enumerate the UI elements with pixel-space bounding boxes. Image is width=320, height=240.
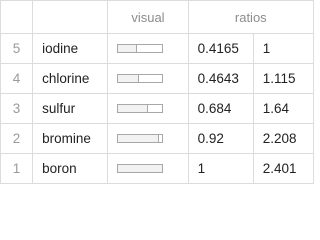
- ratio-bar-fill: [118, 165, 162, 172]
- relative-ratio-value: 2.401: [253, 154, 313, 184]
- row-rank: 2: [1, 124, 33, 154]
- element-name: iodine: [33, 34, 108, 64]
- visual-cell: [108, 34, 188, 64]
- ratio-value: 0.4643: [188, 64, 253, 94]
- ratio-bar-fill: [118, 75, 138, 82]
- ratio-value: 1: [188, 154, 253, 184]
- element-name: chlorine: [33, 64, 108, 94]
- header-row: [1, 1, 314, 34]
- table-row: [1, 94, 314, 124]
- ratio-bar: [117, 104, 163, 113]
- visual-cell: [108, 124, 188, 154]
- header-name: [33, 1, 108, 34]
- element-name: sulfur: [33, 94, 108, 124]
- table-row: [1, 124, 314, 154]
- relative-ratio-value: 2.208: [253, 124, 313, 154]
- element-name: bromine: [33, 124, 108, 154]
- table-row: [1, 64, 314, 94]
- table-row: [1, 34, 314, 64]
- relative-ratio-value: 1.64: [253, 94, 313, 124]
- row-rank: 5: [1, 34, 33, 64]
- visual-cell: [108, 64, 188, 94]
- row-rank: 3: [1, 94, 33, 124]
- row-rank: 1: [1, 154, 33, 184]
- visual-cell: [108, 154, 188, 184]
- relative-ratio-value: 1: [253, 34, 313, 64]
- row-rank: 4: [1, 64, 33, 94]
- ratio-value: 0.4165: [188, 34, 253, 64]
- ratio-bar: [117, 44, 163, 53]
- visual-cell: [108, 94, 188, 124]
- ratio-bar-fill: [118, 45, 136, 52]
- element-name: boron: [33, 154, 108, 184]
- table-row: [1, 154, 314, 184]
- table-body: [1, 34, 314, 184]
- ratio-bar: [117, 74, 163, 83]
- ratio-bar: [117, 134, 163, 143]
- relative-ratio-value: 1.115: [253, 64, 313, 94]
- header-ratios: ratios: [188, 1, 313, 34]
- ratio-bar: [117, 164, 163, 173]
- header-rank: [1, 1, 33, 34]
- ratio-bar-fill: [118, 135, 158, 142]
- header-visual: visual: [108, 1, 188, 34]
- ratio-bar-fill: [118, 105, 148, 112]
- ratio-value: 0.684: [188, 94, 253, 124]
- ratio-value: 0.92: [188, 124, 253, 154]
